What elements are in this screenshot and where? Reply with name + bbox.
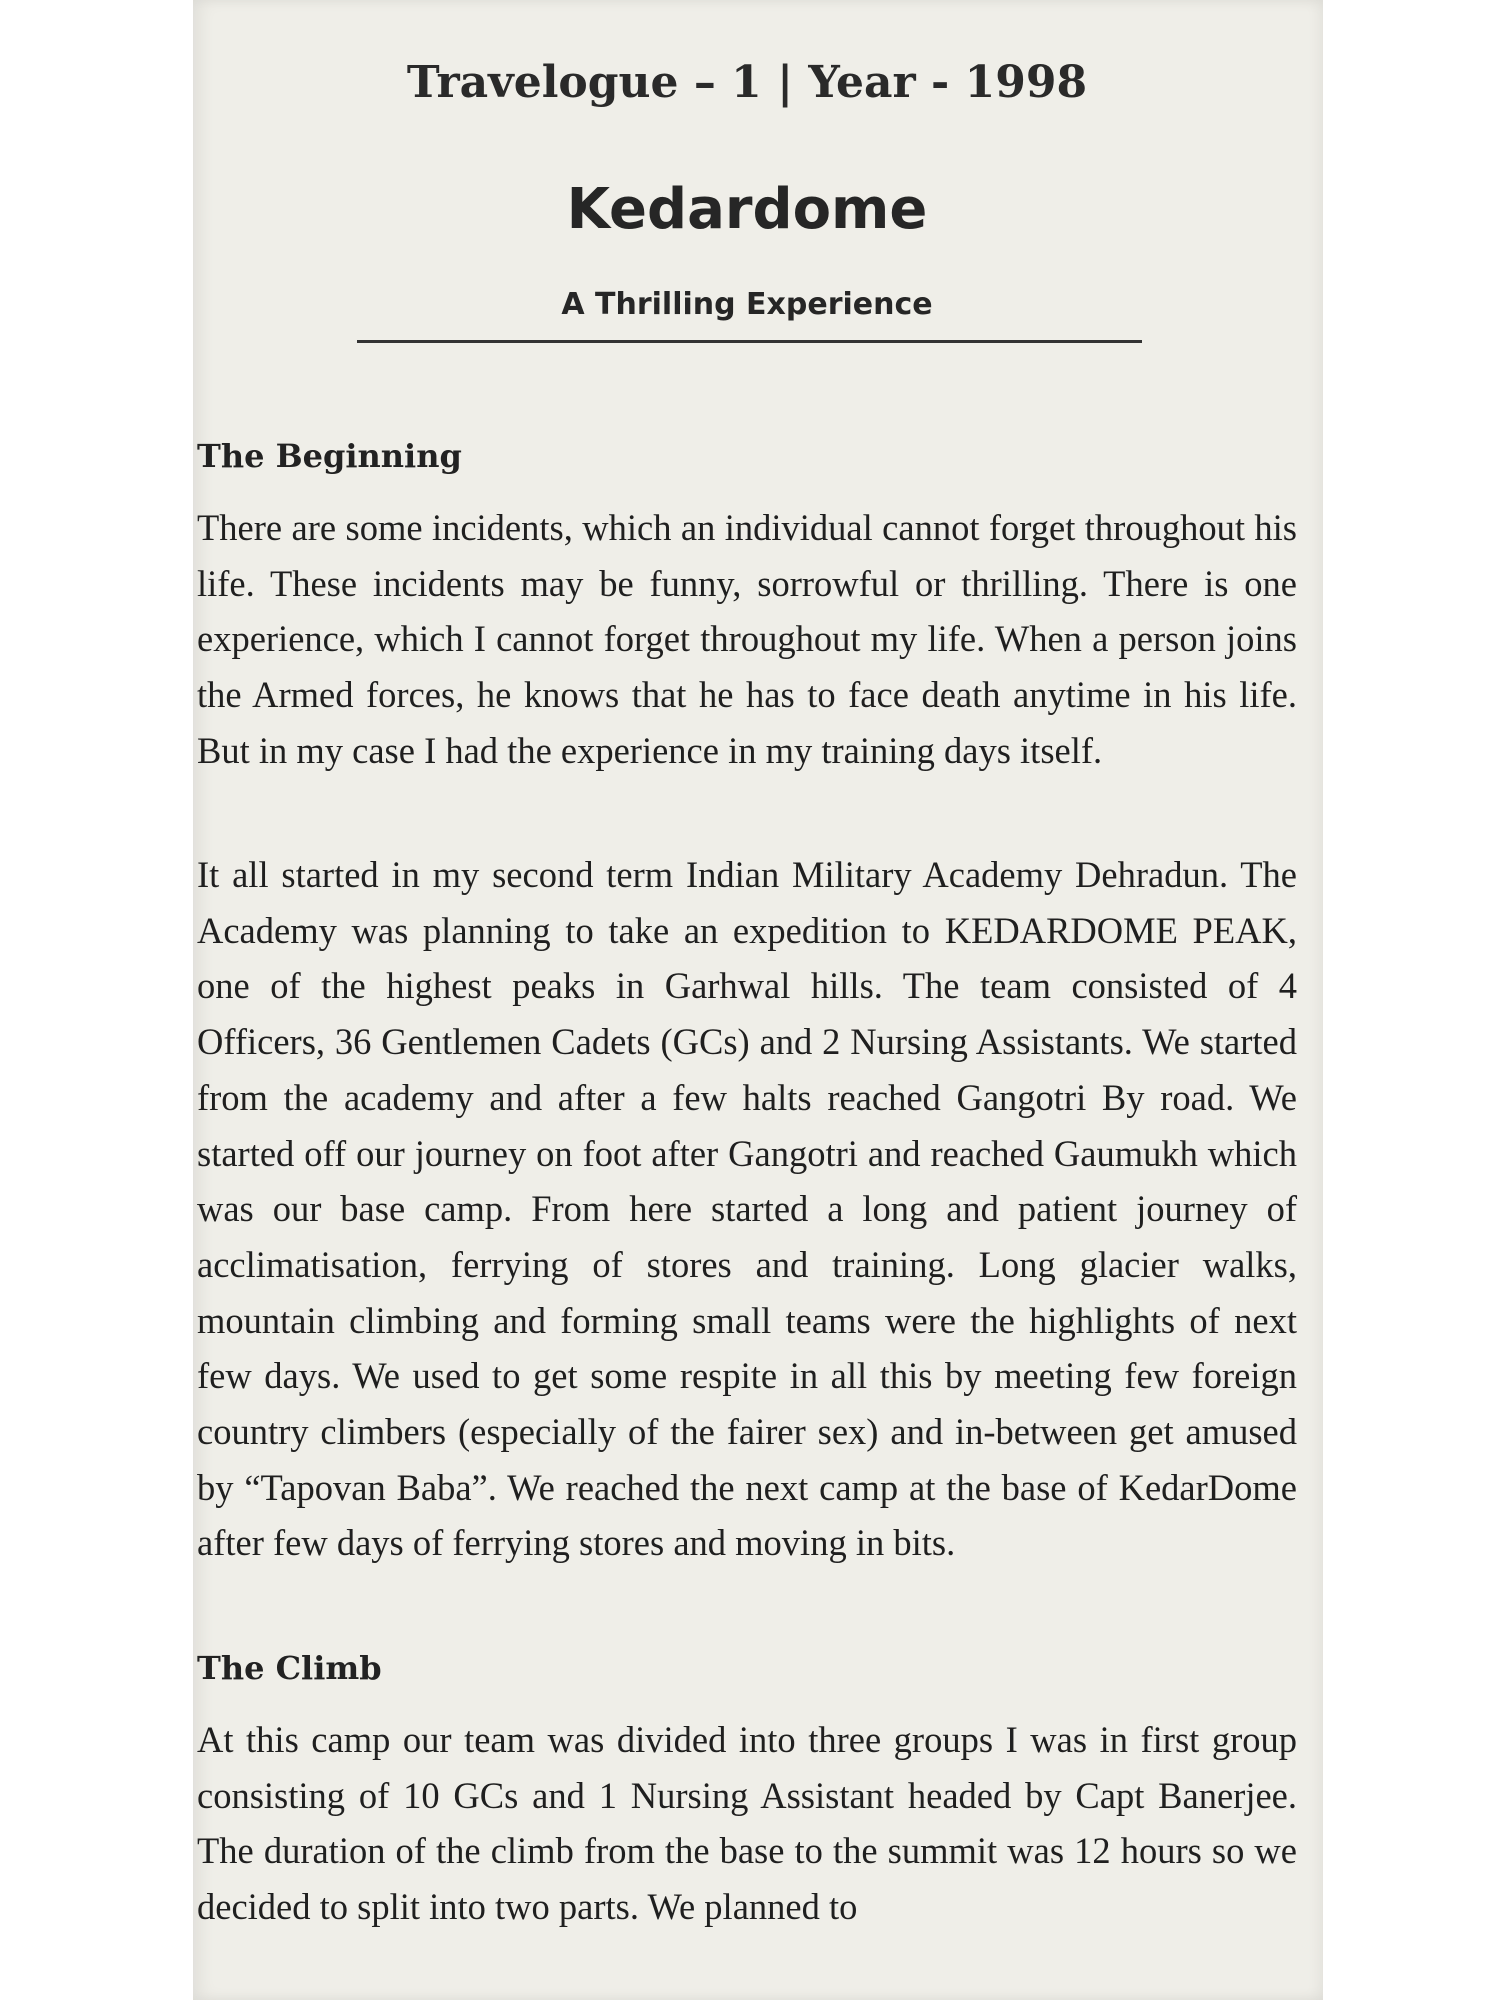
section-heading-beginning: The Beginning <box>197 437 462 475</box>
chapter-title: Kedardome <box>566 177 928 242</box>
paragraph: It all started in my second term Indian Military Academy Dehradun. The Academy was planning to take an expedition to KEDARDOME PEAK, one of the highest peaks in Garhwal hills. The team consisted of 4 Officers, 36 Gentlemen Cadets (GCs) and 2 Nursing Assistants. We started from the academy and after a few halts reached Gangotri By road. We started off our journey on foot after Gangotri and reached Gaumukh which was our base camp. From here started a long and patient journey of acclimatisation, ferrying of stores and training. Long glacier walks, mountain climbing and forming small teams were the highlights of next few days. We used to get some respite in all this by meeting few foreign country climbers (especially of the fairer sex) and in-between get amused by “Tapovan Baba”. We reached the next camp at the base of KedarDome after few days of ferrying stores and moving in bits. <box>197 854 1297 1564</box>
paragraph: At this camp our team was divided into three groups I was in first group consisting of 10 GCs and 1 Nursing Assistant headed by Capt Banerjee. The duration of the climb from the base to the summit was 12 hours so we decided to split into two parts. We planned to <box>197 1719 1297 1928</box>
title-divider <box>357 340 1142 343</box>
paragraph: There are some incidents, which an individual cannot forget throughout his life. These incidents may be funny, sorrowful or thrilling. There is one experience, which I cannot forget throughout my life. When a person joins the Armed forces, he knows that he has to face death anytime in his life. But in my case I had the experience in my training days itself. <box>197 507 1297 771</box>
section-heading-climb: The Climb <box>197 1649 382 1687</box>
chapter-subtitle: A Thrilling Experience <box>561 287 933 322</box>
running-header: Travelogue – 1 | Year - 1998 <box>406 57 1088 108</box>
book-page <box>193 0 1323 2000</box>
